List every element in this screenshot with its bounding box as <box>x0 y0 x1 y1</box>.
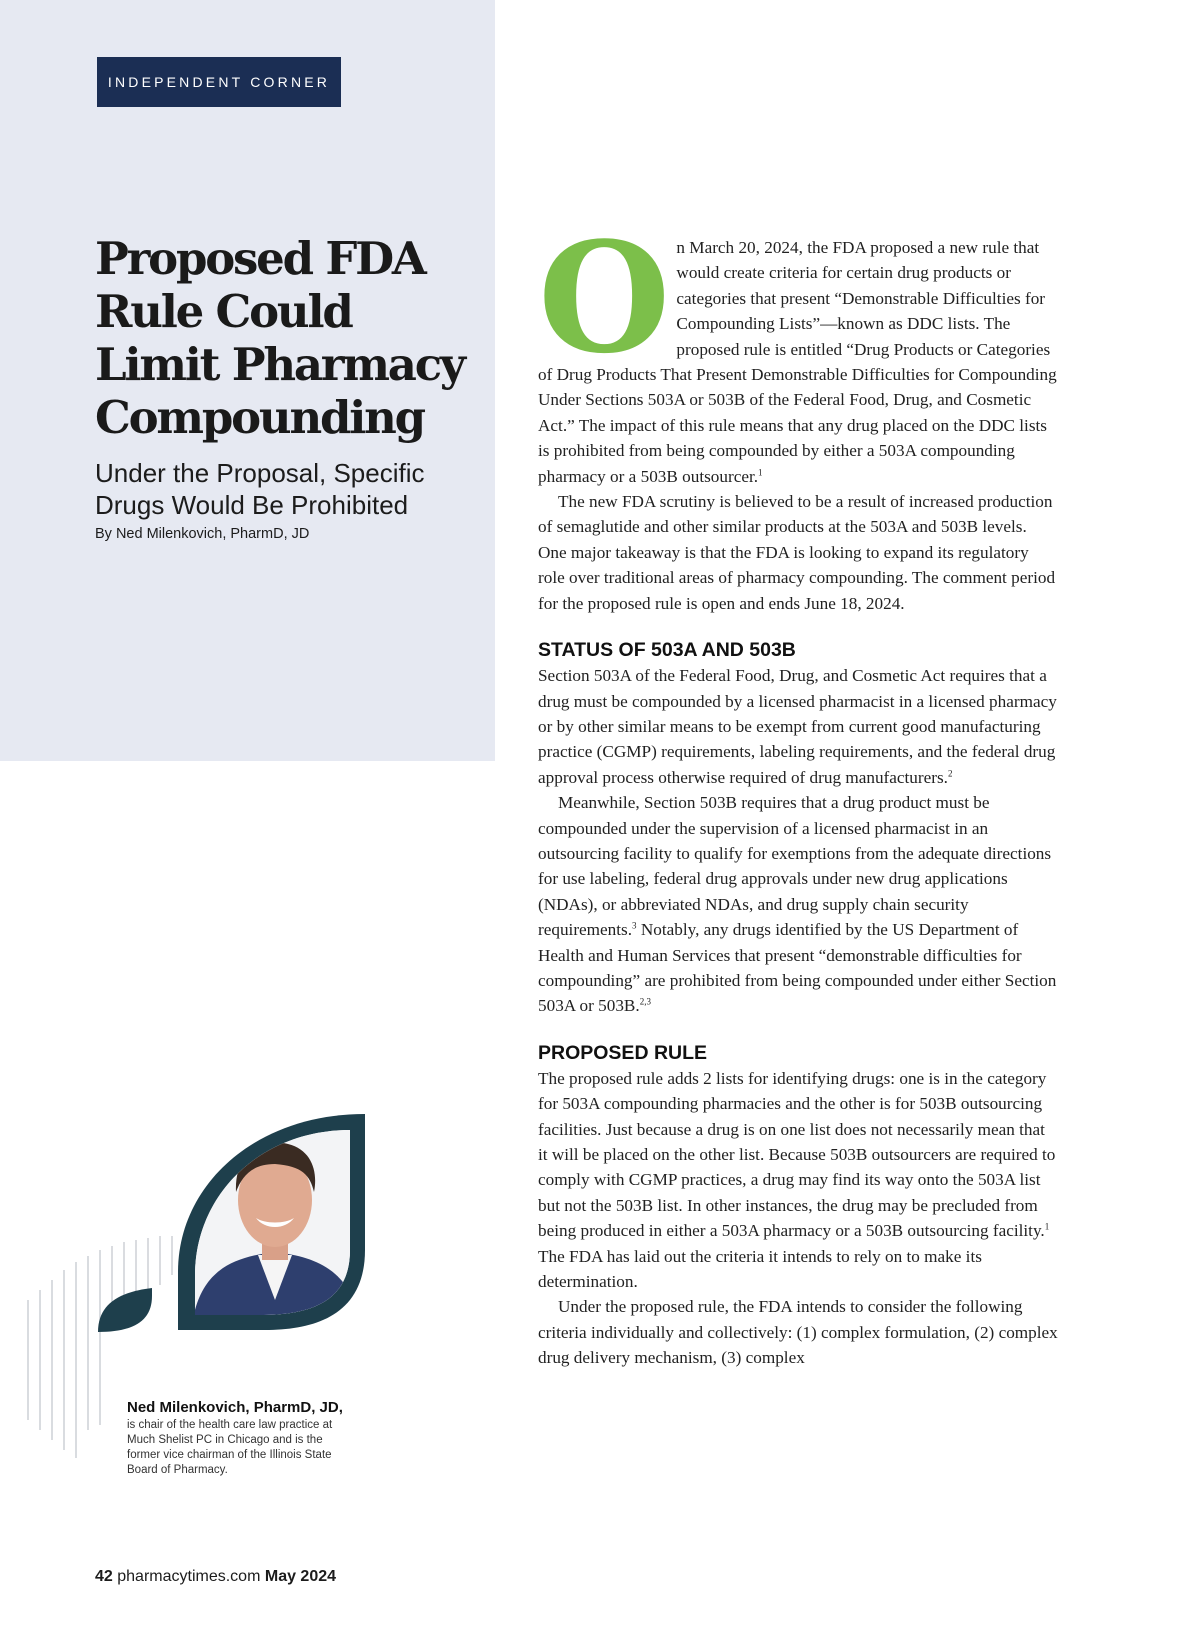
headline: Proposed FDA Rule Could Limit Pharmacy Compounding <box>95 232 464 444</box>
intro-paragraph-2: The new FDA scrutiny is believed to be a result of increased production of semaglutide and other similar products at the 503A and 503B levels. One major takeaway is that the FDA is looking to expand its regulatory role over traditional areas of pharmacy compounding. The comment period for the proposed rule is open and ends June 18, 2024. <box>538 492 1056 613</box>
author-bio-name: Ned Milenkovich, PharmD, JD, <box>127 1399 343 1416</box>
proposed-paragraph-2: Under the proposed rule, the FDA intends to consider the following criteria individually and collectively: (1) complex formulation, (2) complex drug delivery mechanism, (3) complex <box>538 1297 1058 1368</box>
byline: By Ned Milenkovich, PharmD, JD <box>95 526 310 542</box>
bio-label-shape <box>98 1288 152 1332</box>
footnote-ref: 3 <box>632 920 637 931</box>
proposed-paragraph-1: The proposed rule adds 2 lists for identifying drugs: one is in the category for 503A compounding pharmacies and the other is for 503B outsourcing facilities. Just because a drug is on one list does not necessarily mean that it will be placed on the other list. Because 503B outsourcers are required to comply with CGMP practices, a drug may find its way onto the 503A list but not the 503B list. In other instances, the drug may be precluded from being produced in either a 503A pharmacy or a 503B outsourcing facility.$^1$ The FDA has laid out the criteria it intends to rely on to make its determination. <box>538 1068 1056 1292</box>
page-number: 42 <box>95 1568 113 1585</box>
drop-cap: O <box>538 208 671 387</box>
intro-paragraph-1: n March 20, 2024, the FDA proposed a new rule that would create criteria for certain drug products or categories that present “Demonstrable Difficulties for Compounding Lists”—known as DDC lists. The proposed rule is entitled “Drug Products or Categories of Drug Products That Present Demonstrable Difficulties for Compounding Under Sections 503A or 503B of the Federal Food, Drug, and Cosmetic Act.” The impact of this rule means that any drug placed on the DDC lists is prohibited from being compounded by either a 503A compounding pharmacy or a 503B outsourcer.$^1$ <box>538 238 1057 486</box>
author-bio-description: is chair of the health care law practice at Much Shelist PC in Chicago and is the former vice chairman of the Illinois State Board of Pharmacy. <box>127 1419 333 1476</box>
article-body <box>538 208 1058 1371</box>
section-tag: INDEPENDENT CORNER <box>97 57 341 107</box>
author-bio <box>127 1398 347 1478</box>
page-footer <box>95 1568 336 1586</box>
section-heading-proposed-rule: PROPOSED RULE <box>538 1041 708 1064</box>
status-paragraph-1: Section 503A of the Federal Food, Drug, and Cosmetic Act requires that a drug must be compounded by a licensed pharmacist in a licensed pharmacy or by other similar means to be exempt from current good manufacturing practice (CGMP) requirements, labeling requirements, and the federal drug approval process otherwise required of drug manufacturers.$^2$ <box>538 666 1057 787</box>
footer-issue: May 2024 <box>264 1568 337 1585</box>
footer-site: pharmacytimes.com <box>117 1568 261 1585</box>
footnote-ref: 1 <box>1044 1221 1050 1232</box>
footnote-ref: 2 <box>947 767 953 778</box>
bio-label: BIO <box>127 1339 150 1353</box>
footnote-ref: 1 <box>758 466 763 477</box>
footnote-ref: 2,3 <box>639 996 651 1007</box>
subheadline: Under the Proposal, Specific Drugs Would Be Prohibited <box>95 458 425 520</box>
section-heading-status: STATUS OF 503A AND 503B <box>538 639 796 662</box>
status-paragraph-2: Meanwhile, Section 503B requires that a drug product must be compounded under the supervision of a licensed pharmacist in an outsourcing facility to qualify for exemptions from the adequate directions for use labeling, federal drug approvals under new drug applications (NDAs), or abbreviated NDAs, and drug supply chain security requirements.$^3$ Notably, any drugs identified by the US Department of Health and Human Services that present “demonstrable difficulties for compounding” are prohibited from being compounded under either Section 503A or 503B.$^{2,3}$ <box>538 793 1057 1016</box>
